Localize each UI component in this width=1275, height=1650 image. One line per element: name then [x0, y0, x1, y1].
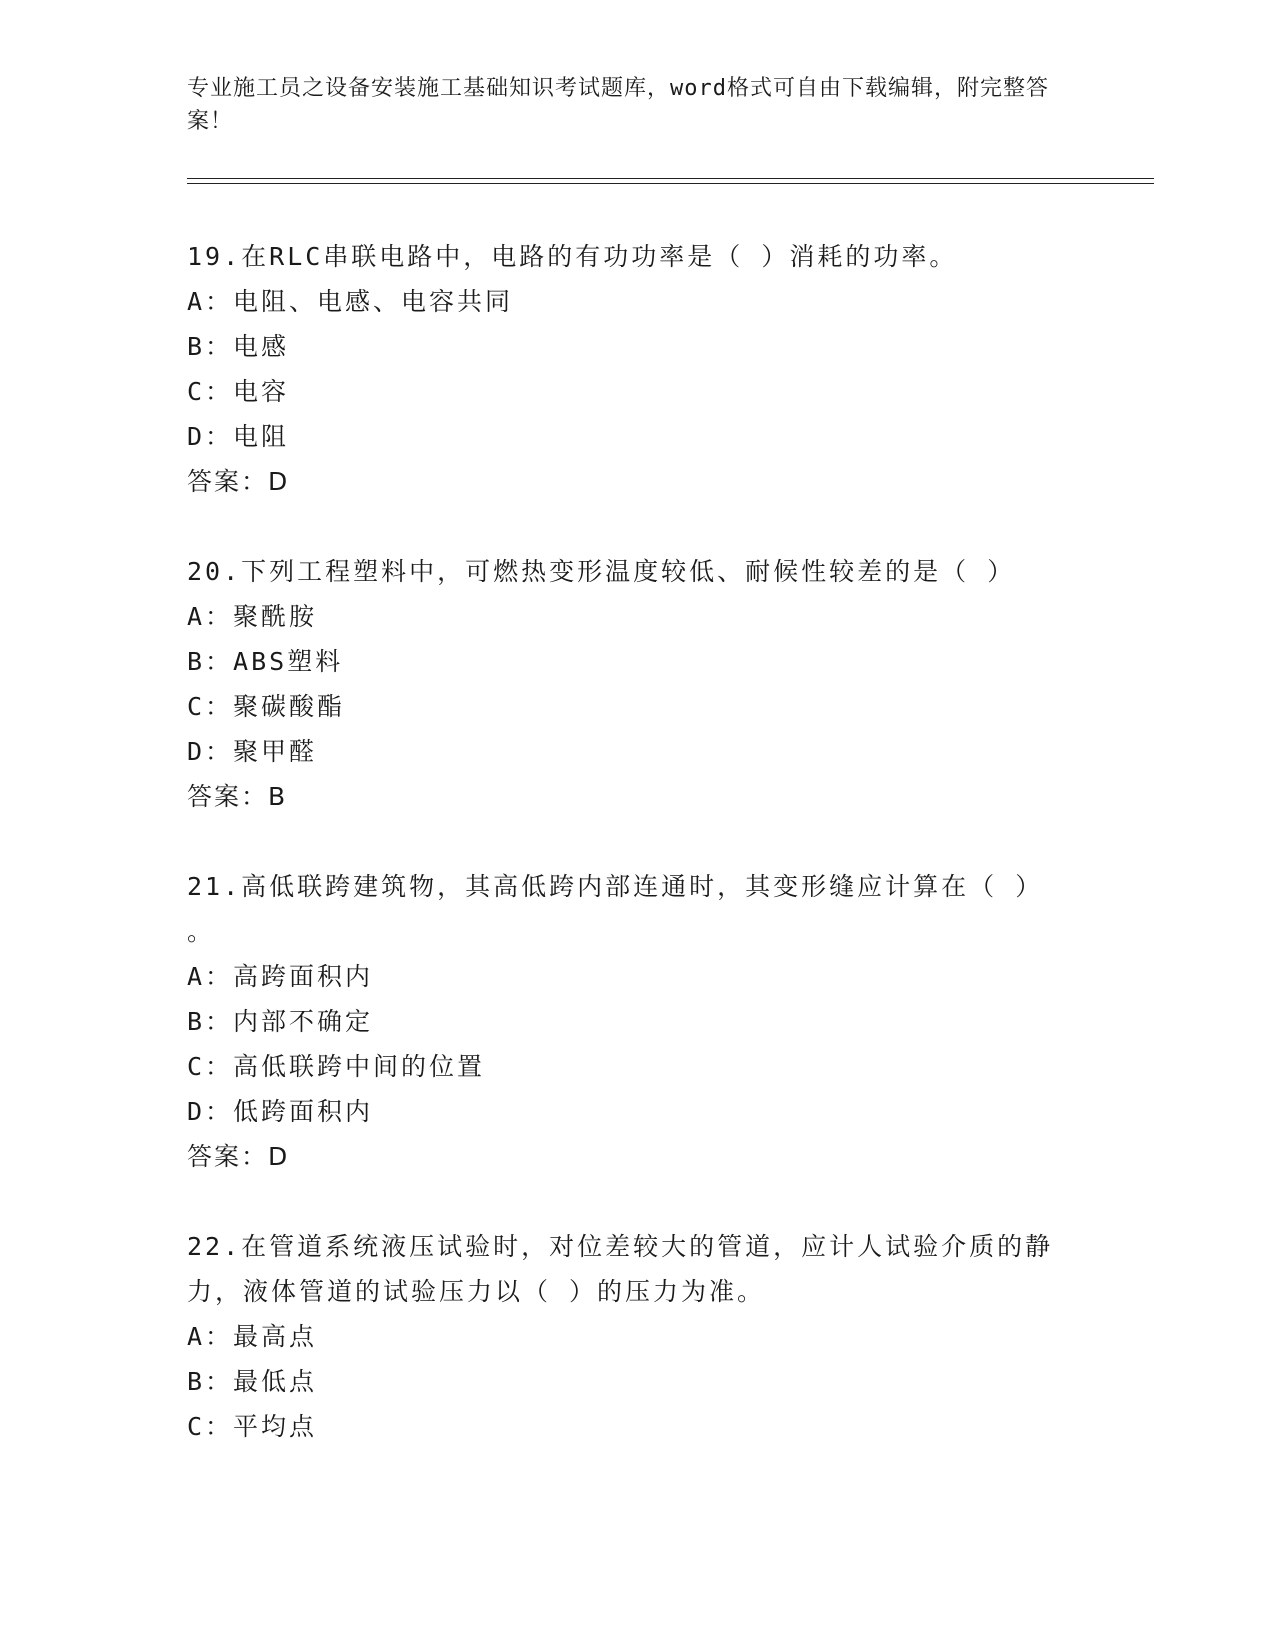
option-c: C：高低联跨中间的位置: [187, 1052, 486, 1081]
option-a: A：聚酰胺: [187, 602, 318, 631]
option-d: D：低跨面积内: [187, 1097, 374, 1126]
option-b: B：ABS塑料: [187, 647, 344, 676]
question-stem: 19.在RLC串联电路中，电路的有功功率是（ ）消耗的功率。: [187, 242, 958, 271]
question-list: [187, 234, 1087, 1494]
question-stem: 21.高低联跨建筑物，其高低跨内部连通时，其变形缝应计算在（ ）: [187, 872, 1044, 901]
question-22: [187, 1224, 1087, 1449]
document-header: 专业施工员之设备安装施工基础知识考试题库，word格式可自由下载编辑，附完整答案！: [187, 76, 1049, 134]
question-19: [187, 234, 1087, 504]
option-b: B：电感: [187, 332, 290, 361]
option-c: C：聚碳酸酯: [187, 692, 346, 721]
question-20: [187, 549, 1087, 819]
question-stem-continuation: 。: [187, 917, 213, 946]
answer-line: 答案：D: [187, 1142, 290, 1171]
header-divider-bottom: [187, 183, 1154, 184]
option-d: D：电阻: [187, 422, 290, 451]
option-c: C：电容: [187, 377, 290, 406]
option-c: C：平均点: [187, 1412, 318, 1441]
question-stem: 20.下列工程塑料中，可燃热变形温度较低、耐候性较差的是（ ）: [187, 557, 1016, 586]
answer-line: 答案：D: [187, 467, 290, 496]
question-stem: 22.在管道系统液压试验时，对位差较大的管道，应计人试验介质的静力，液体管道的试验压力以（ ）的压力为准。: [187, 1232, 1054, 1306]
question-21: [187, 864, 1087, 1179]
option-a: A：电阻、电感、电容共同: [187, 287, 514, 316]
header-divider-top: [187, 178, 1154, 179]
answer-line: 答案：B: [187, 782, 288, 811]
option-a: A：最高点: [187, 1322, 318, 1351]
option-d: D：聚甲醛: [187, 737, 318, 766]
option-a: A：高跨面积内: [187, 962, 374, 991]
option-b: B：内部不确定: [187, 1007, 374, 1036]
option-b: B：最低点: [187, 1367, 318, 1396]
